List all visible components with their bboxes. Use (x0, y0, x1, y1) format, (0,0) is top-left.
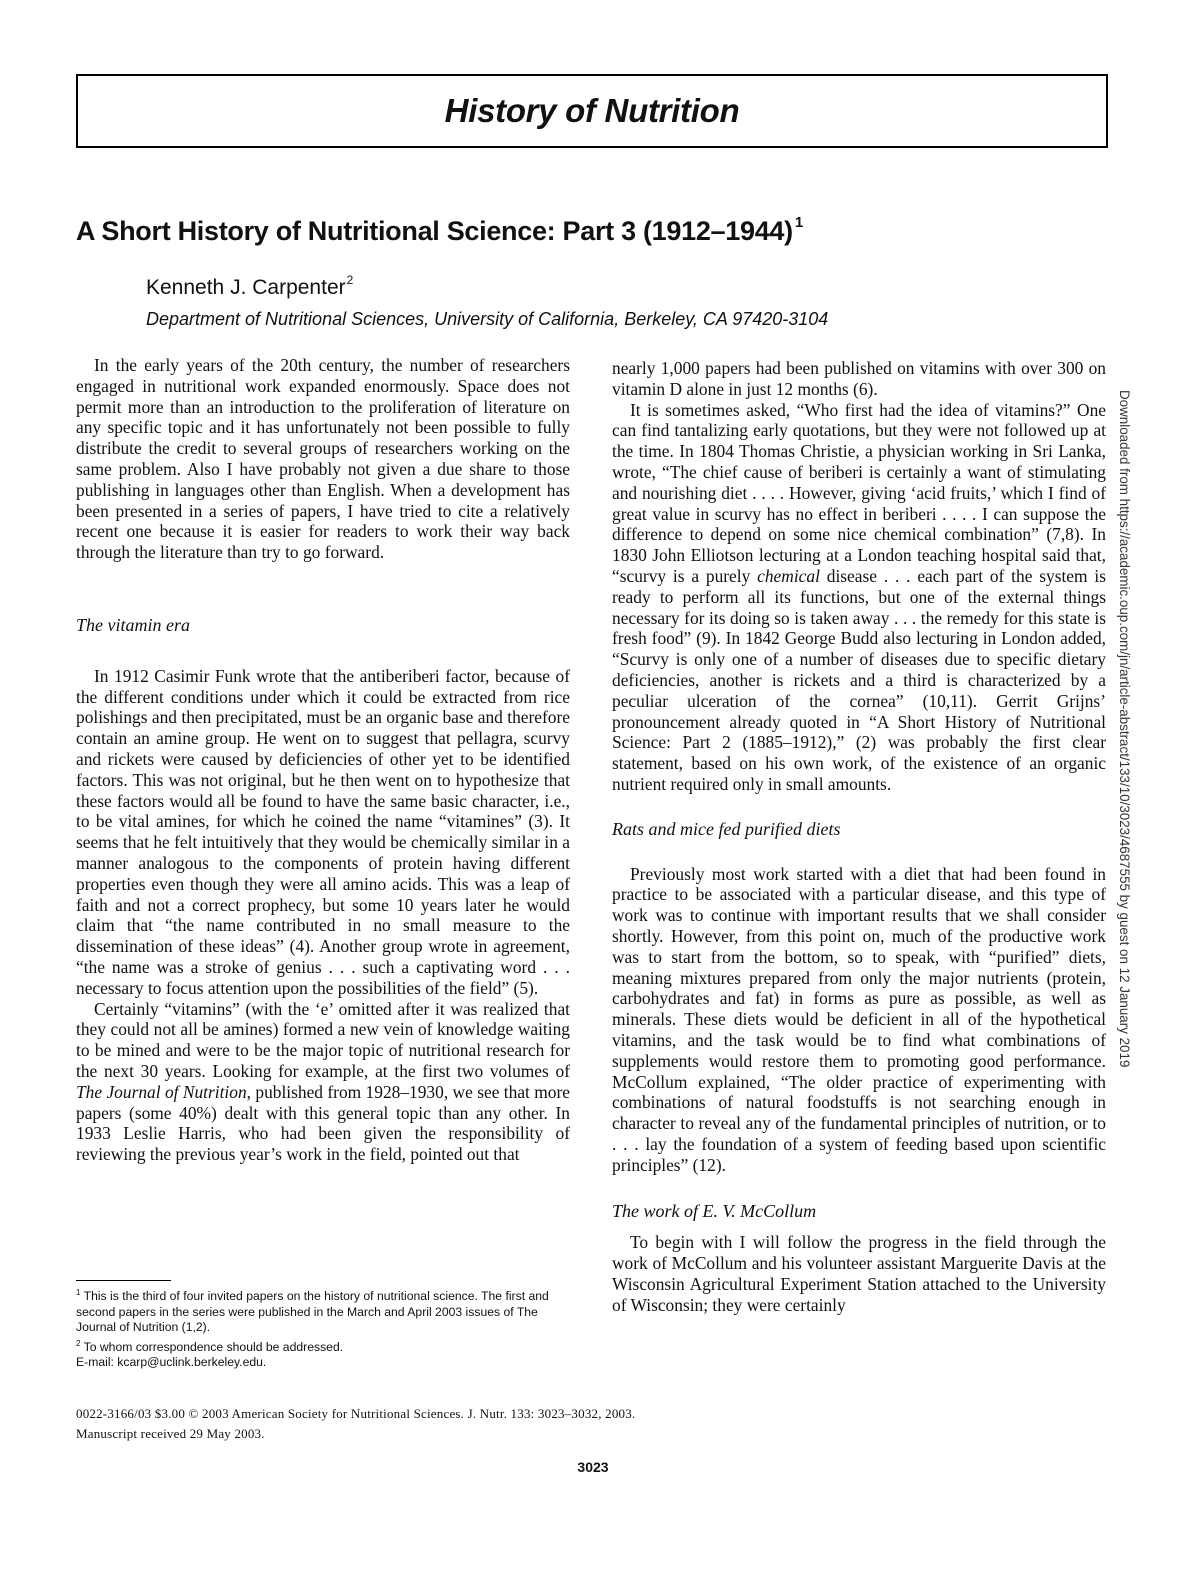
footnote-1-text: This is the third of four invited papers on the history of nutritional science. The first and second papers in the series were published in the March and April 2003 issues of The Journal of Nutrition (1,2). (76, 1289, 549, 1335)
author-name: Kenneth J. Carpenter (146, 276, 346, 299)
footnote-email[interactable]: E-mail: kcarp@uclink.berkeley.edu. (76, 1355, 267, 1370)
page-number: 3023 (577, 1459, 609, 1475)
download-note (1118, 390, 1132, 1190)
section-title: History of Nutrition (444, 92, 740, 129)
article-title-text: A Short History of Nutritional Science: Part 3 (1912–1944) (76, 216, 793, 246)
intro-paragraph: In the early years of the 20th century, the number of researchers engaged in nutritional work expanded enormously. Space does not permit more than an introduction to the proliferation of literature on any specific topic and it has unfortunately not been possible to fully distribute the credit to several groups of researchers working on the same problem. Also I have probably not given a due share to those publishing in languages other than English. When a development has been presented in a series of papers, I have tried to cite a relatively recent one because it is easier for readers to work their way back through the literature than try to go forward. (76, 355, 570, 563)
footnotes (76, 1285, 571, 1371)
mccollum-paragraph: To begin with I will follow the progress in the field through the work of McCollum and his volunteer assistant Marguerite Davis at the Wisconsin Agricultural Experiment Station attached to the University of Wisconsin; they were certainly (612, 1232, 1106, 1315)
article-title (76, 214, 803, 247)
footnote-2 (76, 1336, 571, 1356)
footnote-2-text: To whom correspondence should be addressed. (83, 1339, 344, 1354)
idea-paragraph-start: It is sometimes asked, “Who first had the idea of vitamins?” One can find tantalizing early quotations, but they were not followed up at the time. In 1804 Thomas Christie, a physician working in Sri Lanka, wrote, “The chief cause of beriberi is certainly a want of stimulating and nourishing diet . . . . However, giving ‘acid fruits,’ which I find of great value in scurvy has no effect in beriberi . . . . I can suppose the difference to depend on some nice chemical combination” (7,8). In 1830 John Elliotson lecturing at a London teaching hospital said that, “scurvy is a purely (612, 399, 1106, 586)
heading-mccollum: The work of E. V. McCollum (612, 1201, 817, 1222)
right-column (612, 358, 1106, 1315)
author (146, 273, 353, 300)
footnote-rule (76, 1280, 171, 1281)
received-line: Manuscript received 29 May 2003. (76, 1426, 265, 1441)
copyright-block (76, 1404, 635, 1444)
copyright-line: 0022-3166/03 $3.00 © 2003 American Society for Nutritional Sciences. J. Nutr. 133: 3023–3032, 2003. (76, 1406, 636, 1421)
footnote-1 (76, 1285, 571, 1336)
title-footnote-marker[interactable]: 1 (794, 214, 803, 231)
author-footnote-marker[interactable]: 2 (346, 273, 354, 287)
idea-paragraph (612, 400, 1106, 795)
download-note-text[interactable]: Downloaded from https://academic.oup.com/jn/article-abstract/133/10/3023/4687555 by guest on 12 January 2019 (1117, 390, 1132, 1068)
journal-name: The Journal of Nutrition (76, 1081, 247, 1102)
footnote-2-marker: 2 (76, 1338, 81, 1348)
footnote-1-marker: 1 (76, 1288, 81, 1297)
left-column (76, 355, 570, 1165)
affiliation: Department of Nutritional Sciences, University of California, Berkeley, CA 97420-3104 (146, 309, 829, 329)
vitamins-paragraph (76, 999, 570, 1165)
vitamins-paragraph-end: , published from 1928–1930, we see that more papers (some 40%) dealt with this general topic than any other. In 1933 Leslie Harris, who had been given the responsibility of reviewing the previous year’s work in the field, pointed out that (76, 1081, 570, 1165)
funk-paragraph: In 1912 Casimir Funk wrote that the antiberiberi factor, because of the different conditions under which it could be extracted from rice polishings and then precipitated, must be an organic base and therefore contain an amine group. He went on to suggest that pellagra, scurvy and rickets were caused by deficiencies of other yet to be identified factors. This was not original, but he then went on to hypothesize that these factors would all be found to have the same basic character, i.e., to be vital amines, for which he coined the name “vitamines” (3). It seems that he felt intuitively that they would be chemically similar in a manner analogous to the components of protein having different properties even though they were all amino acids. This was a leap of faith and not a correct prophecy, but some 10 years later he would claim that “the name contributed in no small measure to the dissemination of these ideas” (4). Another group wrote in agreement, “the name was a stroke of genius . . . such a captivating word . . . necessary to focus attention upon the possibilities of the field” (5). (76, 665, 570, 998)
continued-paragraph: nearly 1,000 papers had been published on vitamins with over 300 on vitamin D alone in just 12 months (6). (612, 358, 1106, 399)
section-banner (76, 74, 1108, 148)
idea-paragraph-end: disease . . . each part of the system is ready to perform all its functions, but one of the external things necessary for its doing so is taken away . . . the remedy for this state is fresh food” (9). In 1842 George Budd also lecturing in London added, “Scurvy is only one of a number of diseases due to specific dietary deficiencies, another is rickets and a third is characterized by a peculiar ulceration of the cornea” (10,11). Gerrit Grijns’ pronouncement already quoted in “A Short History of Nutritional Science: Part 2 (1885–1912),” (2) was probably the first clear statement, based on his own work, of the existence of an organic nutrient required only in small amounts. (612, 565, 1106, 794)
heading-vitamin-era: The vitamin era (76, 614, 190, 635)
chemical-word: chemical (757, 565, 820, 586)
vitamins-paragraph-start: Certainly “vitamins” (with the ‘e’ omitted after it was realized that they could not all be amines) formed a new vein of knowledge waiting to be mined and were to be the major topic of nutritional research for the next 30 years. Looking for example, at the first two volumes of (76, 998, 570, 1081)
rats-paragraph: Previously most work started with a diet that had been found in practice to be associated with a particular disease, and this type of work was to continue with important results that we shall consider shortly. However, from this point on, much of the productive work was to start from the bottom, so to speak, with “purified” diets, meaning mixtures prepared from only the major nutrients (protein, carbohydrates and fat) in forms as pure as possible, as well as minerals. These diets would be deficient in all of the hypothetical vitamins, and the task would be to find what combinations of supplements would restore them to promoting good performance. McCollum explained, “The older practice of experimenting with combinations of natural foodstuffs is not searching enough in character to reveal any of the fundamental principles of nutrition, or to . . . lay the foundation of a system of feeding based upon scientific principles” (12). (612, 863, 1106, 1175)
heading-rats-mice: Rats and mice fed purified diets (612, 818, 841, 839)
